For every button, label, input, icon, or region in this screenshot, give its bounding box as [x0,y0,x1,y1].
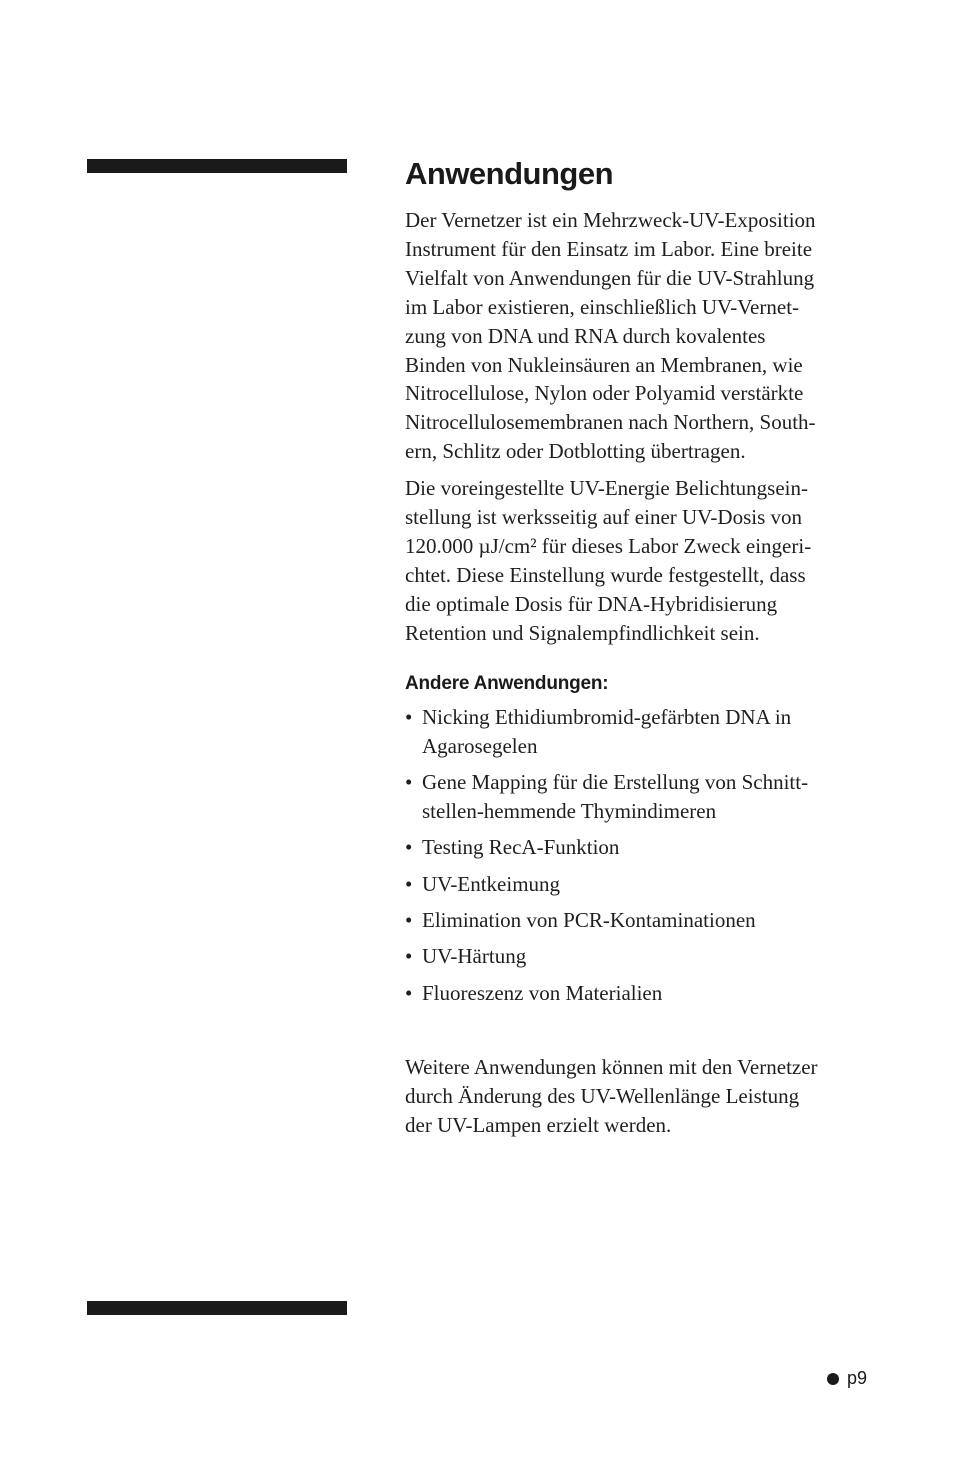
bullet-icon: • [405,908,413,933]
list-item [405,833,875,862]
list-item-line: Testing RecA-Funktion [422,835,620,860]
paragraph-line: Nitrocellulose, Nylon oder Polyamid verstärkte [405,381,804,406]
list-item-line: stellen-hemmende Thymindimeren [422,798,717,823]
paragraph-line: Binden von Nukleinsäuren an Membranen, wie [405,352,803,377]
list-item-line: Nicking Ethidiumbromid-gefärbten DNA in [422,704,792,729]
bullet-dot-icon [827,1373,839,1385]
main-content [405,150,875,1139]
list-item [405,942,875,971]
bullet-icon: • [405,704,413,729]
list-item [405,703,875,761]
list-item-line: Gene Mapping für die Erstellung von Schnitt- [422,769,809,794]
closing-paragraph [405,1053,875,1140]
paragraph-line: Der Vernetzer ist ein Mehrzweck-UV-Exposition [405,208,816,232]
paragraph-line: Weitere Anwendungen können mit den Vernetzer [405,1054,818,1079]
list-item [405,768,875,826]
bottom-rule [87,1301,347,1315]
applications-list [405,703,875,1008]
paragraph-line: Instrument für den Einsatz im Labor. Eine breite [405,236,813,261]
paragraph-line: zung von DNA und RNA durch kovalentes [405,323,766,348]
list-item [405,979,875,1008]
list-item-line: UV-Entkeimung [422,871,561,896]
list-item-line: UV-Härtung [422,944,527,969]
page-heading: Anwendungen [405,156,614,191]
paragraph-line: 120.000 µJ/cm² für dieses Labor Zweck eingeri- [405,533,812,558]
paragraph-line: Nitrocellulosemembranen nach Northern, South- [405,410,816,435]
list-item [405,906,875,935]
paragraph-line: Vielfalt von Anwendungen für die UV-Strahlung [405,265,815,290]
paragraph-line: im Labor existieren, einschließlich UV-Vernet- [405,294,800,319]
paragraph-line: ern, Schlitz oder Dotblotting übertragen. [405,439,746,464]
bullet-icon: • [405,944,413,969]
top-rule [87,159,347,173]
list-item-line: Fluoreszenz von Materialien [422,980,663,1005]
paragraph-line: die optimale Dosis für DNA-Hybridisierung [405,591,778,616]
list-item-line: Elimination von PCR-Kontaminationen [422,908,756,933]
bullet-icon: • [405,769,413,794]
list-item-line: Agarosegelen [422,733,538,758]
section-subheading: Andere Anwendungen: [405,672,609,694]
paragraph-line: durch Änderung des UV-Wellenlänge Leistung [405,1083,800,1108]
page-footer [827,1366,867,1390]
list-item [405,870,875,899]
paragraph-line: Retention und Signalempfindlichkeit sein. [405,620,760,645]
intro-paragraph [405,206,875,466]
bullet-icon: • [405,871,413,896]
page-number: p9 [846,1367,867,1388]
bullet-icon: • [405,835,413,860]
paragraph-line: der UV-Lampen erzielt werden. [405,1112,672,1137]
dose-paragraph [405,474,875,647]
paragraph-line: chtet. Diese Einstellung wurde festgestellt, dass [405,562,806,587]
paragraph-line: Die voreingestellte UV-Energie Belichtungsein- [405,476,808,501]
paragraph-line: stellung ist werksseitig auf einer UV-Dosis von [405,505,803,530]
bullet-icon: • [405,980,413,1005]
